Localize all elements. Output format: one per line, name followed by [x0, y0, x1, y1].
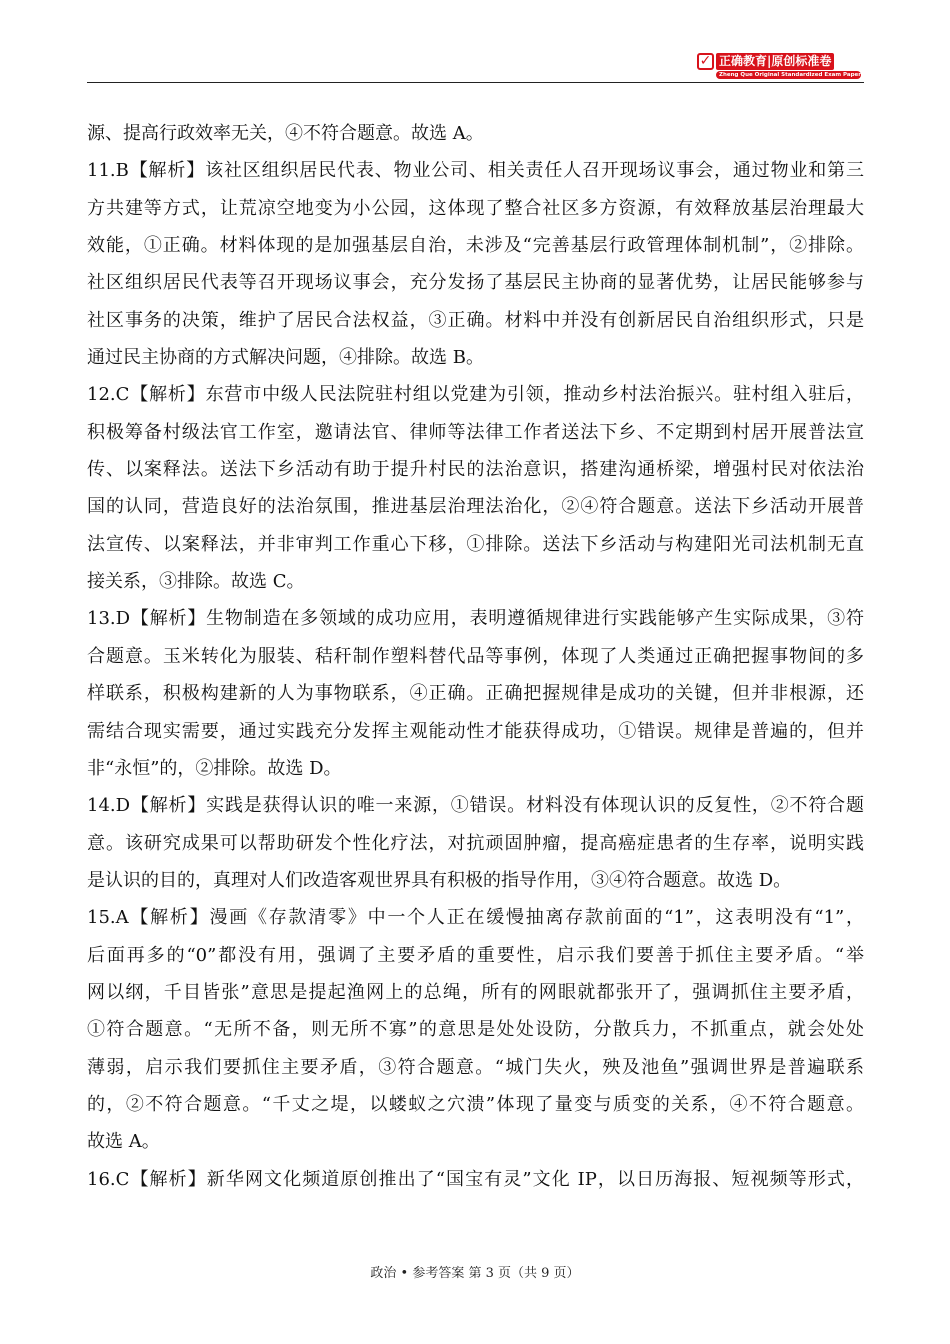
text-line: 意。该研究成果可以帮助研发个性化疗法，对抗顽固肿瘤，提高癌症患者的生存率，说明实践 — [87, 832, 864, 854]
text-line: 12.C【解析】东营市中级人民法院驻村组以党建为引领，推动乡村法治振兴。驻村组入驻后， — [87, 384, 864, 406]
text-line: 薄弱，启示我们要抓住主要矛盾，③符合题意。“城门失火，殃及池鱼”强调世界是普遍联系 — [87, 1056, 864, 1078]
text-line: 故选 A。 — [87, 1131, 160, 1153]
answer-paragraph — [87, 605, 864, 792]
text-line: 是认识的目的，真理对人们改造客观世界具有积极的指导作用，③④符合题意。故选 D。 — [87, 869, 792, 891]
text-line: 14.D【解析】实践是获得认识的唯一来源，①错误。材料没有体现认识的反复性，②不符合题 — [87, 795, 864, 817]
text-line: 法宣传、以案释法，并非审判工作重心下移，①排除。送法下乡活动与构建阳光司法机制无直 — [87, 533, 864, 555]
text-line: 方共建等方式，让荒凉空地变为小公园，这体现了整合社区多方资源，有效释放基层治理最大 — [87, 197, 864, 219]
text-line: 的，②不符合题意。“千丈之堤，以蝼蚁之穴溃”体现了量变与质变的关系，④不符合题意。 — [87, 1093, 864, 1115]
logo-text: 正确教育|原创标准卷 — [716, 53, 834, 70]
answer-explanations — [87, 120, 864, 1203]
answer-paragraph — [87, 157, 864, 381]
brand-logo — [697, 52, 861, 80]
text-line: 合题意。玉米转化为服装、秸秆制作塑料替代品等事例，体现了人类通过正确把握事物间的多 — [87, 645, 864, 667]
text-line: 需结合现实需要，通过实践充分发挥主观能动性才能获得成功，①错误。规律是普遍的，但并 — [87, 720, 864, 742]
answer-paragraph — [87, 120, 864, 157]
text-line: 源、提高行政效率无关，④不符合题意。故选 A。 — [87, 123, 484, 144]
text-line: 11.B【解析】该社区组织居民代表、物业公司、相关责任人召开现场议事会，通过物业和第三 — [87, 160, 864, 182]
answer-paragraph — [87, 1166, 864, 1203]
logo-subtitle: Zheng Que Original Standardized Exam Paper — [716, 71, 861, 79]
text-line: 15.A【解析】漫画《存款清零》中一个人正在缓慢抽离存款前面的“1”，这表明没有“1”， — [87, 907, 864, 929]
text-line: 后面再多的“0”都没有用，强调了主要矛盾的重要性，启示我们要善于抓住主要矛盾。“举 — [87, 944, 864, 966]
answer-paragraph — [87, 792, 864, 904]
page-footer: 政治 • 参考答案 第 3 页（共 9 页） — [370, 1266, 580, 1281]
text-line: 效能，①正确。材料体现的是加强基层自治，未涉及“完善基层行政管理体制机制”，②排除。 — [87, 235, 864, 257]
text-line: 非“永恒”的，②排除。故选 D。 — [87, 757, 342, 779]
answer-paragraph — [87, 381, 864, 605]
text-line: 传、以案释法。送法下乡活动有助于提升村民的法治意识，搭建沟通桥梁，增强村民对依法治 — [87, 459, 864, 481]
text-line: 13.D【解析】生物制造在多领域的成功应用，表明遵循规律进行实践能够产生实际成果，③符 — [87, 608, 864, 630]
checkmark-icon: ✓ — [697, 53, 714, 70]
text-line: ①符合题意。“无所不备，则无所不寡”的意思是处处设防，分散兵力，不抓重点，就会处处 — [87, 1019, 864, 1041]
text-line: 国的认同，营造良好的法治氛围，推进基层治理法治化，②④符合题意。送法下乡活动开展普 — [87, 496, 864, 518]
text-line: 社区组织居民代表等召开现场议事会，充分发扬了基层民主协商的显著优势，让居民能够参与 — [87, 272, 864, 294]
header-divider — [87, 82, 864, 83]
text-line: 网以纲，千目皆张”意思是提起渔网上的总绳，所有的网眼就都张开了，强调抓住主要矛盾， — [87, 981, 864, 1003]
text-line: 样联系，积极构建新的人为事物联系，④正确。正确把握规律是成功的关键，但并非根源，还 — [87, 683, 864, 705]
answer-paragraph — [87, 904, 864, 1165]
text-line: 积极筹备村级法官工作室，邀请法官、律师等法律工作者送法下乡、不定期到村居开展普法宣 — [87, 421, 864, 443]
text-line: 接关系，③排除。故选 C。 — [87, 571, 305, 593]
text-line: 通过民主协商的方式解决问题，④排除。故选 B。 — [87, 347, 484, 369]
text-line: 16.C【解析】新华网文化频道原创推出了“国宝有灵”文化 IP，以日历海报、短视频等形式， — [87, 1168, 864, 1190]
text-line: 社区事务的决策，维护了居民合法权益，③正确。材料中并没有创新居民自治组织形式，只是 — [87, 309, 864, 331]
